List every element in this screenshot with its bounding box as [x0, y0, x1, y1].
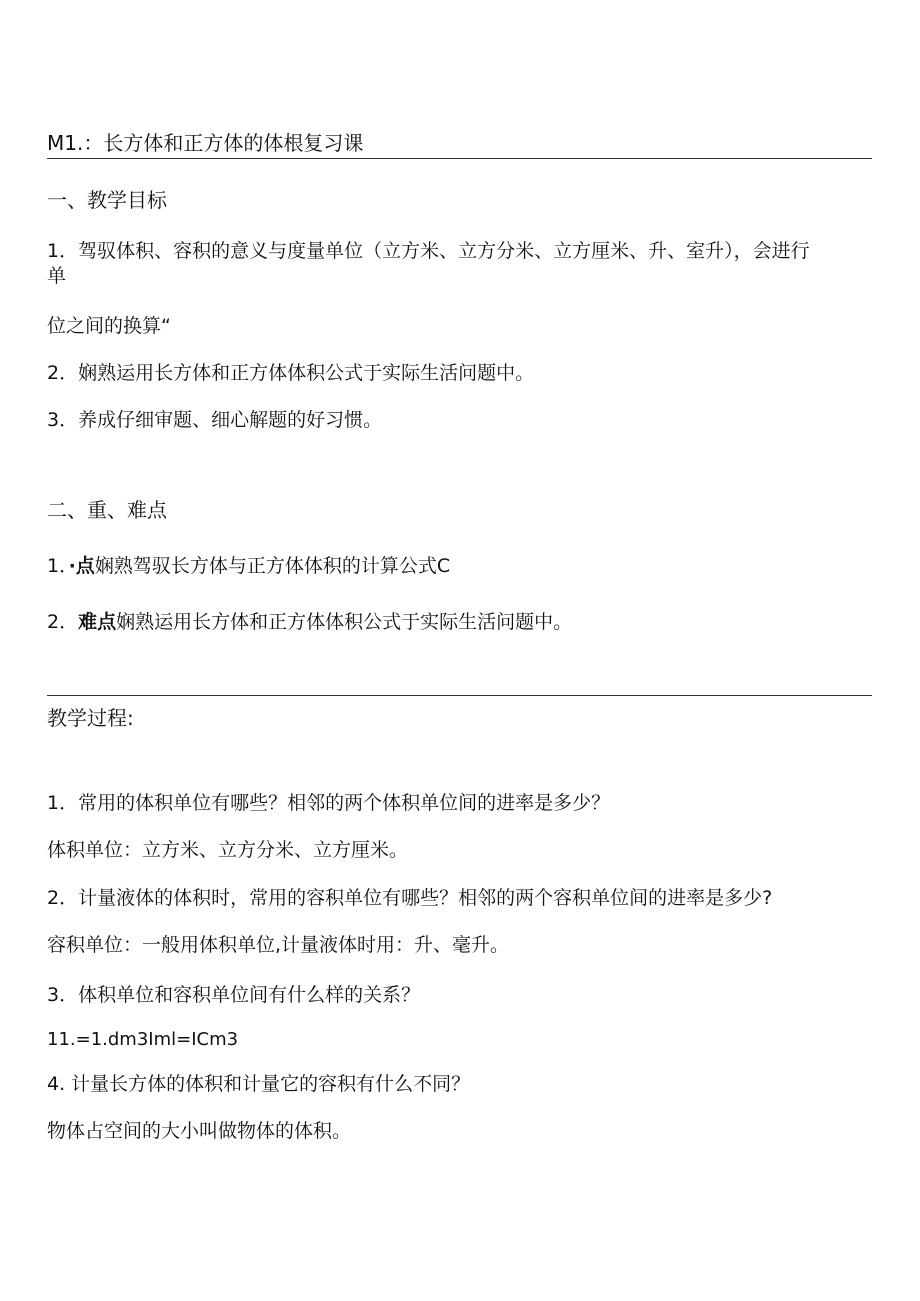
section-divider: [47, 695, 872, 696]
difficult-point-2-label: 难点: [78, 611, 117, 633]
section-heading-key-points: 二、重、难点: [47, 498, 167, 522]
difficult-point-2: [47, 610, 572, 634]
answer-4: 物体占空间的大小叫做物体的体积。: [47, 1120, 352, 1142]
key-point-1-text: 娴熟驾驭长方体与正方体体积的计算公式C: [94, 555, 451, 577]
key-point-1: [47, 554, 450, 578]
section-heading-objectives: 一、教学目标: [47, 188, 167, 212]
objective-1-line-3: 位之间的换算“: [47, 315, 171, 337]
objective-3: 3．养成仔细审题、细心解题的好习惯。: [47, 409, 383, 431]
answer-2: 容积单位：一般用体积单位,计量液体时用：升、毫升。: [47, 934, 510, 956]
answer-1: 体积单位：立方米、立方分米、立方厘米。: [47, 839, 409, 861]
title-divider: [47, 158, 872, 159]
objective-2: 2．娴熟运用长方体和正方体体积公式于实际生活问题中。: [47, 362, 535, 384]
question-4: 4. 计量长方体的体积和计量它的容积有什么不同？: [47, 1073, 471, 1095]
objective-1-line-1: 1．驾驭体积、容积的意义与度量单位（立方米、立方分米、立方厘米、升、室升），会进行: [47, 240, 810, 262]
objective-1-line-2: 单: [47, 265, 67, 287]
question-2: 2．计量液体的体积时，常用的容积单位有哪些？相邻的两个容积单位间的进率是多少?: [47, 887, 773, 909]
page-title: M1.：长方体和正方体的体根复习课: [47, 131, 364, 155]
key-point-1-label: ·点: [68, 555, 95, 577]
difficult-point-2-text: 娴熟运用长方体和正方体体积公式于实际生活问题中。: [116, 611, 573, 633]
key-point-1-number: 1．: [47, 555, 69, 577]
answer-3-formula: 11.=1.dm3Iml=ICm3: [47, 1029, 239, 1050]
question-3: 3．体积单位和容积单位间有什么样的关系？: [47, 984, 421, 1006]
difficult-point-2-number: 2．: [47, 611, 79, 633]
section-heading-process: 教学过程:: [47, 706, 134, 730]
question-1: 1．常用的体积单位有哪些？相邻的两个体积单位间的进率是多少？: [47, 792, 611, 814]
